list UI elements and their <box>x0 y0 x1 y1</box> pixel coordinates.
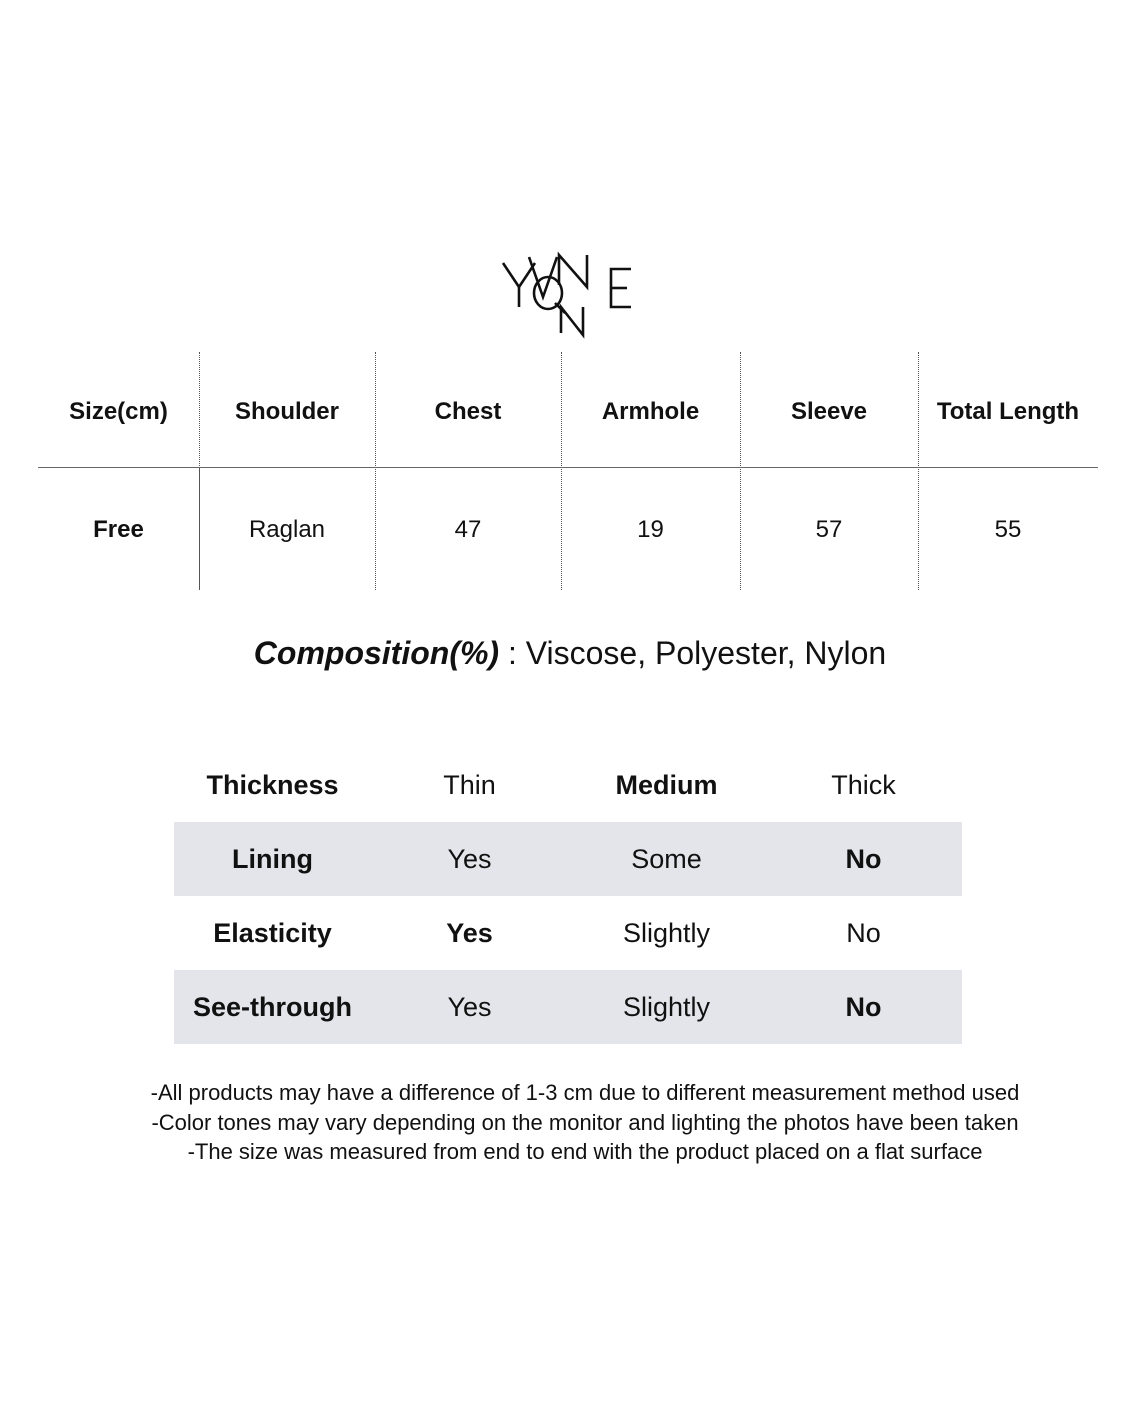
fabric-row-thickness <box>174 748 962 822</box>
fabric-option: No <box>846 917 881 948</box>
composition-line <box>0 635 1140 672</box>
cell-sleeve: 57 <box>815 516 843 543</box>
fabric-attribute: Lining <box>232 843 313 874</box>
fabric-option: Thin <box>443 769 496 800</box>
composition-value: Viscose, Polyester, Nylon <box>525 635 887 671</box>
fabric-attribute: Thickness <box>206 769 339 800</box>
cell-shoulder: Raglan <box>248 516 326 543</box>
note-line: -All products may have a difference of 1-3 cm due to different measurement method used <box>150 1080 1020 1105</box>
fabric-option: Yes <box>447 843 492 874</box>
header-total-length: Total Length <box>936 398 1080 425</box>
cell-armhole: 19 <box>637 516 664 543</box>
header-size: Size(cm) <box>69 398 168 425</box>
fabric-row-elasticity <box>174 896 962 970</box>
fabric-attribute: Elasticity <box>213 917 332 948</box>
composition-separator: : <box>499 635 526 671</box>
notes <box>0 1078 1140 1167</box>
fabric-row-lining <box>174 822 962 896</box>
fabric-option-selected: No <box>845 843 882 874</box>
cell-chest: 47 <box>454 516 482 543</box>
fabric-table <box>174 748 962 1044</box>
fabric-option-selected: Yes <box>446 917 493 948</box>
header-chest: Chest <box>434 398 502 425</box>
fabric-option: Slightly <box>622 991 711 1022</box>
size-table <box>38 352 1098 592</box>
composition-label: Composition(%) <box>253 635 500 671</box>
cell-total-length: 55 <box>994 516 1022 543</box>
fabric-option: Slightly <box>622 917 711 948</box>
note-line: -Color tones may vary depending on the monitor and lighting the photos have been taken <box>151 1109 1019 1135</box>
header-armhole: Armhole <box>601 398 700 425</box>
header-divider <box>38 467 1098 468</box>
fabric-option-selected: Medium <box>615 769 718 800</box>
fabric-option-selected: No <box>845 991 882 1022</box>
fabric-option: Some <box>631 843 702 874</box>
note-line: -The size was measured from end to end with the product placed on a flat surface <box>187 1139 983 1164</box>
fabric-option: Thick <box>831 769 896 800</box>
fabric-row-see-through <box>174 970 962 1044</box>
cell-size: Free <box>93 516 144 543</box>
header-sleeve: Sleeve <box>790 398 868 425</box>
header-shoulder: Shoulder <box>234 398 339 425</box>
fabric-attribute: See-through <box>193 991 352 1022</box>
brand-logo <box>495 245 645 340</box>
fabric-option: Yes <box>447 991 492 1022</box>
